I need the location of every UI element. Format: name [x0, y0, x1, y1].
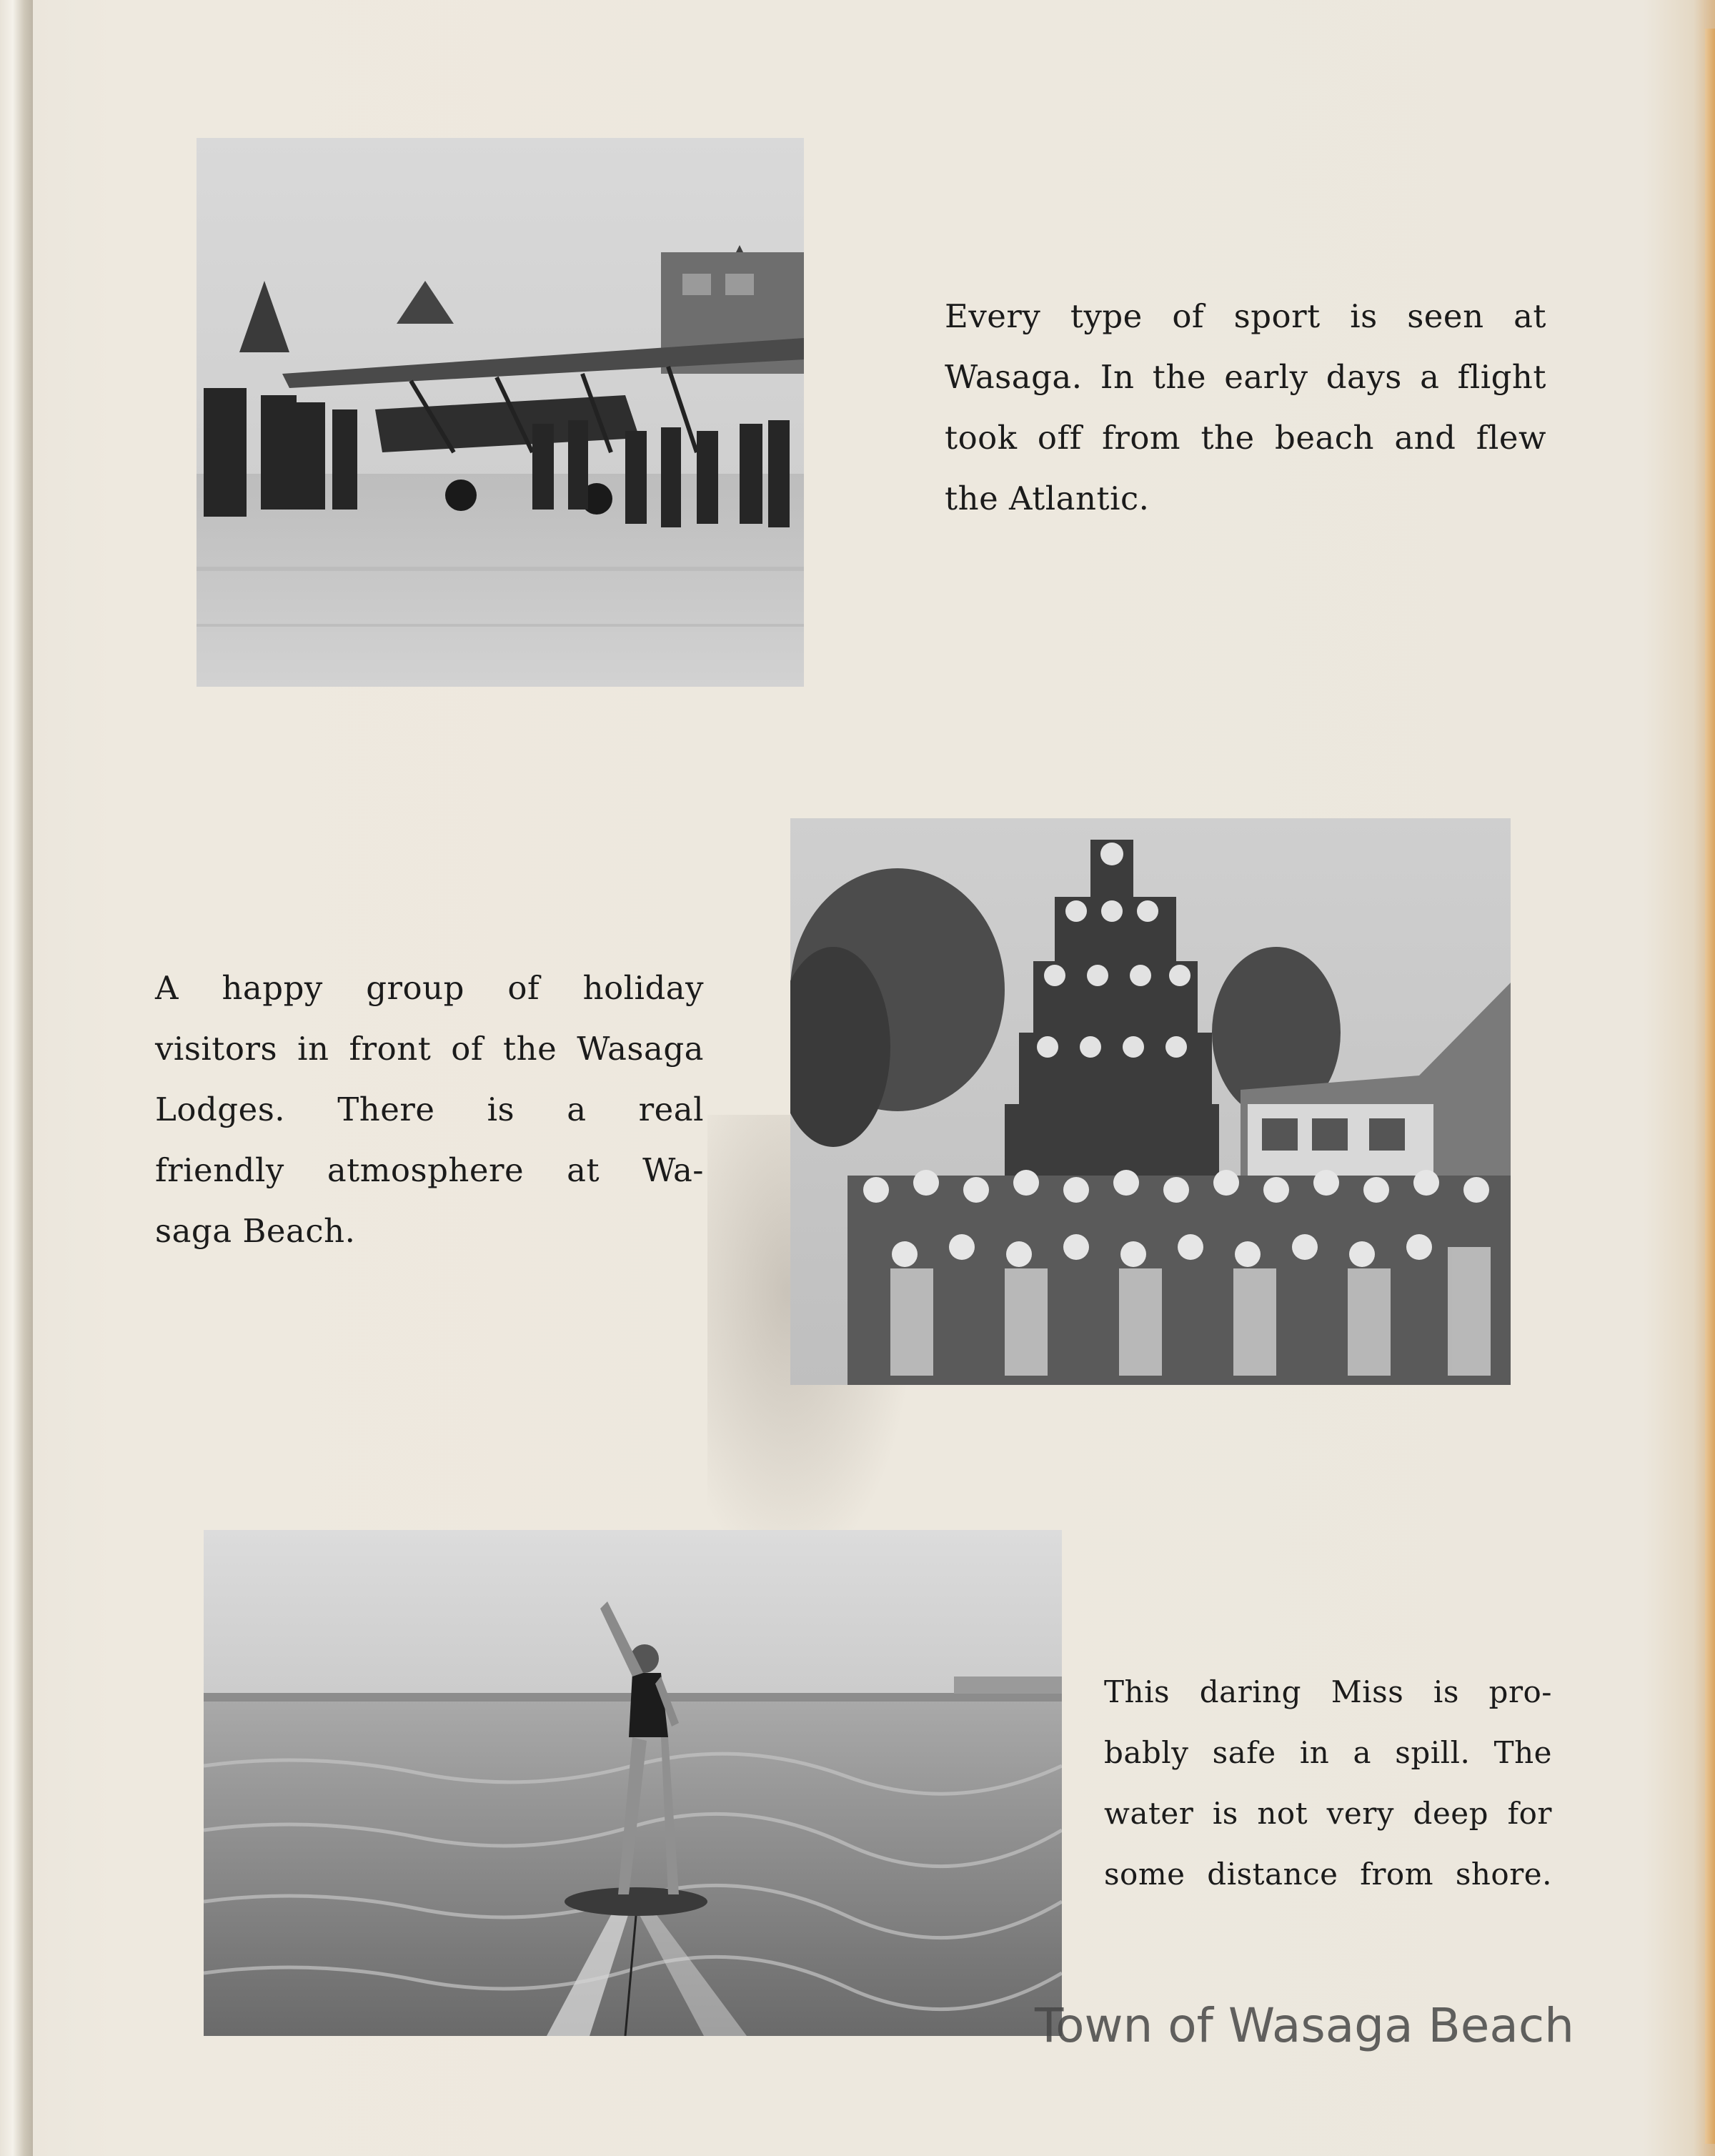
caption-line: the Atlantic.: [945, 480, 1150, 517]
caption-line: saga Beach.: [155, 1212, 356, 1250]
booklet-spine: [0, 0, 33, 2156]
caption-line: Lodges. There is a real: [155, 1091, 704, 1128]
caption-line: Every type of sport is seen at: [945, 297, 1546, 335]
cover-edge: [1705, 29, 1715, 2144]
caption-line: This daring Miss is pro-: [1104, 1674, 1552, 1709]
caption-line: water is not very deep for: [1104, 1796, 1552, 1831]
sport-caption: [945, 286, 1546, 529]
caption-line: Wasaga. In the early days a flight: [945, 358, 1546, 396]
group-caption: [155, 958, 704, 1261]
caption-line: bably safe in a spill. The: [1104, 1735, 1552, 1770]
caption-line: visitors in front of the Wasaga: [155, 1030, 704, 1068]
caption-line: some distance from shore.: [1104, 1857, 1552, 1892]
skier-photo: [204, 1530, 1062, 2036]
watermark: Town of Wasaga Beach: [1035, 1998, 1574, 2053]
group-photo: [790, 818, 1511, 1385]
skier-caption: [1104, 1661, 1552, 1904]
airplane-photo: [197, 138, 804, 687]
caption-line: A happy group of holiday: [155, 969, 704, 1007]
caption-line: friendly atmosphere at Wa-: [155, 1151, 704, 1189]
caption-line: took off from the beach and flew: [945, 419, 1546, 457]
